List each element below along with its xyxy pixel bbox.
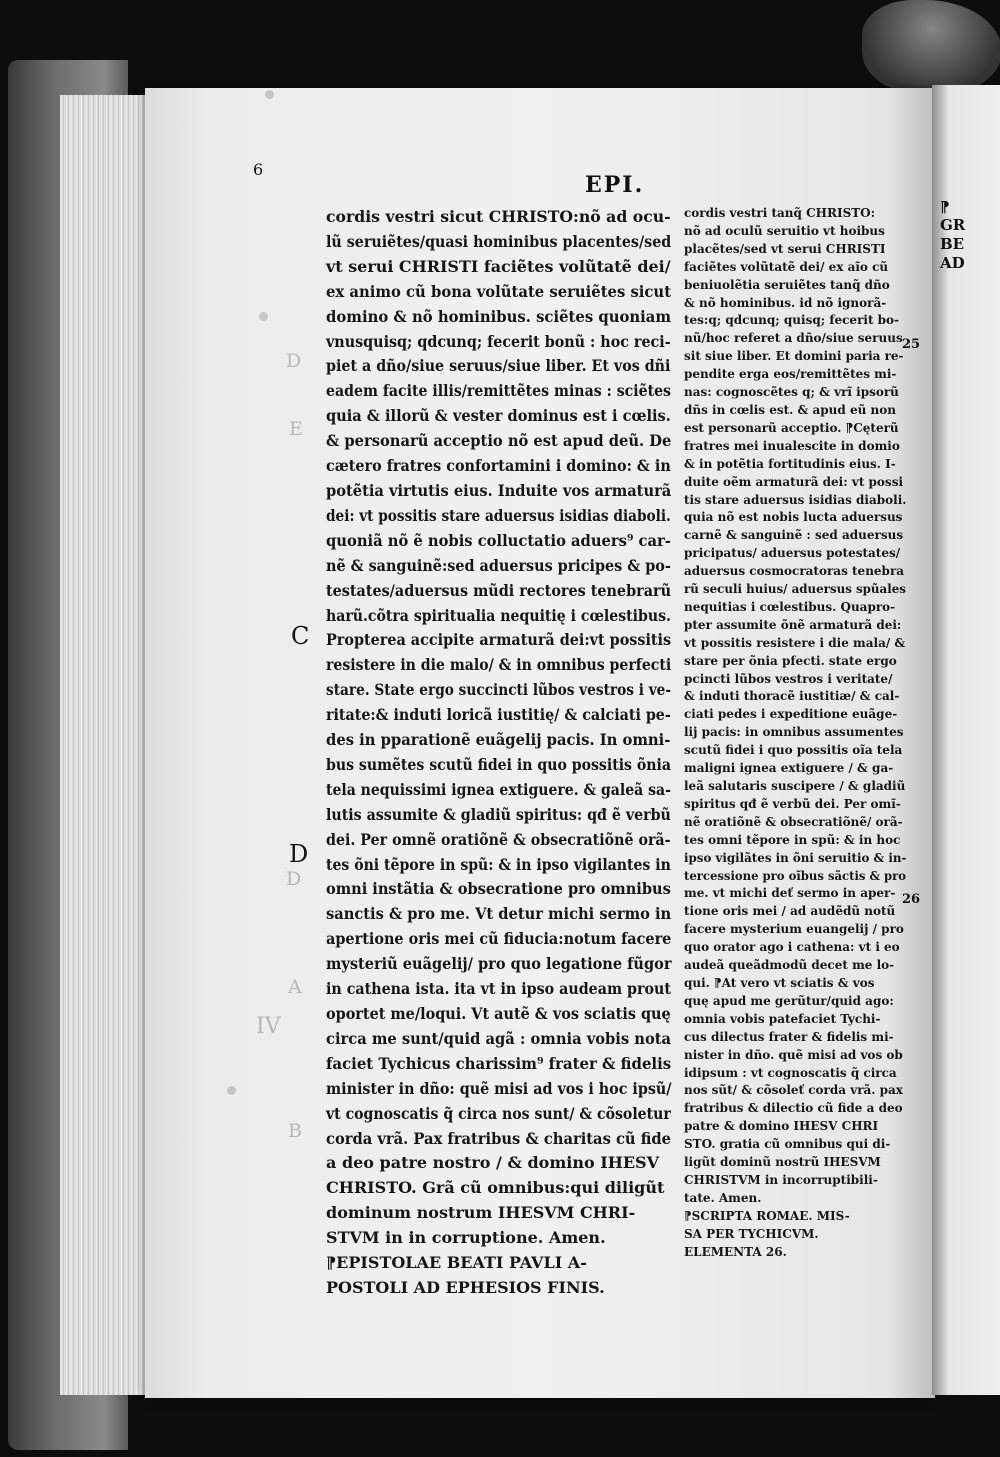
right-column-line: nequitias i cœlestibus. Quapro-: [684, 599, 896, 614]
right-column-line: lij pacis: in omnibus assumentes: [684, 725, 904, 740]
left-column-line: lũ seruiẽtes/quasi hominibus placentes/sed: [326, 231, 672, 251]
left-column-line: CHRISTO. Grã cũ omnibus:qui diligũt: [326, 1178, 665, 1198]
right-column-line: tate. Amen.: [684, 1190, 762, 1205]
right-column-line: maligni ignea extiguere / & ga-: [684, 761, 894, 776]
margin-section-letter: D: [289, 840, 309, 868]
left-column-line: vt cognoscatis q̃ circa nos sunt/ & cõsoletur: [326, 1103, 671, 1123]
right-column-line: faciẽtes volũtatẽ dei/ ex aĩo cũ: [684, 259, 889, 274]
margin-verse-number: 26: [902, 892, 921, 907]
right-column-line: facere mysterium euangelij / pro: [684, 922, 904, 937]
page-edges: [60, 95, 155, 1395]
left-column-line: lutis assumite & gladiũ spiritus: qđ ẽ verbũ: [326, 804, 671, 824]
left-column-line: oportet me/loqui. Vt autẽ & vos sciatis quę: [326, 1004, 671, 1023]
left-column-line: resistere in die malo/ & in omnibus perfecti: [326, 655, 672, 675]
right-column-line: carnẽ & sanguinẽ : sed aduersus: [684, 528, 904, 543]
right-column-line: nos sũt/ & cõsoleť corda vrã. pax: [684, 1083, 903, 1098]
show-through-letter: E: [289, 418, 303, 440]
left-column-line: potẽtia virtutis eius. Induite vos armaturã: [326, 480, 672, 500]
left-column-line: cætero fratres confortamini i domino: & in: [326, 456, 671, 476]
left-column-line: apertione oris mei cũ fiducia:notum facere: [326, 929, 672, 949]
left-column-line: bus sumẽtes scutũ fidei in quo possitis õnia: [326, 754, 671, 774]
right-column-line: stare per õnia pfecti. state ergo: [684, 653, 897, 668]
left-column-line: harũ.cõtra spiritualia nequitię i cœlestibus.: [326, 605, 671, 625]
left-column-line: dei. Per omnẽ oratiõnẽ & obsecratiõnẽ orã-: [326, 829, 671, 849]
right-column-line: me. vt michi deť sermo in aper-: [684, 886, 896, 901]
right-page-line: AD: [940, 254, 965, 272]
margin-section-letter: C: [291, 622, 310, 650]
right-column-line: & nõ hominibus. id nõ ignorã-: [684, 295, 887, 310]
paper-spot: [259, 312, 268, 321]
right-column-line: tercessione pro oĩbus sãctis & pro: [684, 868, 907, 883]
left-column-line: piet a dño/siue seruus/siue liber. Et vos dñi: [326, 356, 671, 376]
right-column-line: rũ seculi huius/ aduersus spũales: [684, 582, 906, 597]
right-column-line: cus dilectus frater & fidelis mi-: [684, 1029, 894, 1044]
right-column-line: SA PER TYCHICVM.: [684, 1226, 819, 1241]
left-column-line: Propterea accipite armaturã dei:vt possitis: [326, 630, 672, 650]
left-column-line: dei: vt possitis stare aduersus isidias diaboli.: [326, 505, 671, 525]
left-column-line: vt serui CHRISTI faciẽtes volũtatẽ dei/: [326, 256, 671, 276]
right-column-line: quia nõ est nobis lucta aduersus: [684, 510, 903, 525]
left-column-line: POSTOLI AD EPHESIOS FINIS.: [326, 1277, 605, 1297]
left-column-line: eadem facite illis/remittẽtes minas : sciẽtes: [326, 381, 672, 401]
left-column-line: faciet Tychicus charissim⁹ frater & fidelis: [326, 1053, 672, 1073]
left-column-line: testates/aduersus mũdi rectores tenebrarũ: [326, 580, 672, 600]
left-column-line: circa me sunt/quid agã : omnia vobis nota: [326, 1028, 672, 1048]
right-column-line: & induti thoracẽ iustitiæ/ & cal-: [684, 689, 900, 704]
right-column-line: quę apud me gerũtur/quid ago:: [684, 993, 894, 1008]
commentary-text-column: [684, 205, 906, 1261]
right-column-line: fratribus & dilectio cũ fide a deo: [684, 1101, 903, 1116]
right-column-line: CHRISTVM in incorruptibili-: [684, 1172, 878, 1187]
binding-cord: [862, 0, 1000, 95]
left-column-line: quia & illorũ & vester dominus est i cœlis.: [326, 406, 671, 426]
right-column-line: & in potẽtia fortitudinis eius. I-: [684, 456, 896, 471]
right-column-line: STO. gratia cũ omnibus qui di-: [684, 1137, 891, 1152]
right-page-line: ⁋: [940, 198, 950, 216]
right-column-line: tes omni tẽpore in spũ: & in hoc: [684, 832, 901, 847]
right-column-line: ciati pedes i expeditione euãge-: [684, 707, 898, 722]
left-column-line: corda vrã. Pax fratribus & charitas cũ fide: [326, 1128, 671, 1148]
left-column-line: dominum nostrum IHESVM CHRI-: [326, 1203, 636, 1223]
right-column-line: duite oẽm armaturã dei: vt possi: [684, 474, 904, 489]
right-column-line: placẽtes/sed vt serui CHRISTI: [684, 241, 886, 256]
right-column-line: ligũt dominũ nostrũ IHESVM: [684, 1155, 881, 1170]
show-through-letter: D: [286, 868, 302, 890]
left-column-line: ex animo cũ bona volũtate seruiẽtes sicut: [326, 281, 672, 301]
left-column-line: ritate:& induti loricã iustitię/ & calciati pe-: [326, 705, 671, 725]
left-column-line: in cathena ista. ita vt in ipso audeam prout: [326, 979, 671, 999]
right-column-line: pendite erga eos/remittẽtes mi-: [684, 367, 897, 382]
right-column-line: nister in dño. quẽ misi ad vos ob: [684, 1047, 903, 1062]
latin-text-column: [326, 205, 671, 1301]
right-column-line: fratres mei inualescite in domio: [684, 438, 900, 453]
left-column-line: a deo patre nostro / & domino IHESV: [326, 1153, 659, 1173]
left-column-line: cordis vestri sicut CHRISTO:nõ ad ocu-: [326, 207, 671, 226]
left-column-line: tes õni tẽpore in spũ: & in ipso vigilantes in: [326, 854, 671, 874]
right-column-line: scutũ fidei i quo possitis oĩa tela: [684, 743, 903, 758]
left-column-line: nẽ & sanguinẽ:sed aduersus pricipes & po-: [326, 555, 671, 575]
right-page-line: GR: [940, 216, 966, 234]
left-column-line: quoniã nõ ẽ nobis colluctatio aduers⁹ car-: [326, 530, 671, 550]
right-column-line: tione oris mei / ad audẽdũ notũ: [684, 904, 896, 919]
left-column-line: STVM in in corruptione. Amen.: [326, 1228, 606, 1248]
right-column-line: qui. ⁋At vero vt sciatis & vos: [684, 975, 875, 990]
right-column-line: omnia vobis patefaciet Tychi-: [684, 1011, 881, 1026]
right-column-line: pter assumite õnẽ armaturã dei:: [684, 617, 902, 632]
left-column-line: vnusquisq; qdcunq; fecerit bonũ : hoc reci-: [326, 331, 671, 351]
left-column-line: & personarũ acceptio nõ est apud deũ. De: [326, 431, 672, 451]
right-column-line: tis stare aduersus isidias diaboli.: [684, 492, 907, 507]
show-through-letter: D: [286, 350, 302, 372]
right-column-line: nũ/hoc referet a dño/siue seruus: [684, 331, 903, 346]
show-through-letter: A: [288, 976, 302, 998]
right-column-line: sit siue liber. Et domini paria re-: [684, 349, 904, 364]
left-column-line: ⁋EPISTOLAE BEATI PAVLI A-: [326, 1253, 587, 1273]
right-column-line: quo orator ago i cathena: vt i eo: [684, 940, 900, 955]
paper-spot: [265, 90, 274, 99]
left-column-line: des in pparationẽ euãgelij pacis. In omni-: [326, 730, 671, 750]
right-column-line: leã salutaris suscipere / & gladiũ: [684, 779, 906, 793]
folio-number: 6: [253, 160, 264, 179]
left-column-line: stare. State ergo succincti lũbos vestros i ve-: [326, 680, 672, 700]
right-column-line: idipsum : vt cognoscatis q̃ circa: [684, 1065, 897, 1080]
left-column-line: mysteriũ euãgelij/ pro quo legatione fũgor: [326, 954, 672, 974]
right-column-line: ipso vigilãtes in õni seruitio & in-: [684, 850, 907, 865]
right-page: [932, 85, 1000, 1395]
right-column-line: pricipatus/ aduersus potestates/: [684, 546, 901, 561]
show-through-letter: B: [288, 1120, 302, 1142]
margin-verse-number: 25: [902, 337, 921, 352]
running-head: EPI.: [585, 172, 645, 198]
right-column-line: cordis vestri tanq̃ CHRISTO:: [684, 206, 876, 220]
right-column-line: nẽ oratiõnẽ & obsecratiõnẽ/ orã-: [684, 814, 903, 829]
right-column-line: aduersus cosmocratoras tenebra: [684, 564, 905, 579]
right-page-line: BE: [940, 235, 965, 253]
paper-spot: [227, 1086, 236, 1095]
right-column-line: vt possitis resistere i die mala/ &: [684, 635, 906, 650]
right-column-line: pcincti lũbos vestros i veritate/: [684, 671, 893, 686]
right-column-line: spiritus qđ ẽ verbũ dei. Per omĩ-: [684, 796, 901, 811]
right-column-line: tes:q; qdcunq; quisq; fecerit bo-: [684, 313, 900, 328]
right-column-line: est personarũ acceptio. ⁋Cęterũ: [684, 420, 899, 435]
show-through-letter: IV: [256, 1014, 281, 1039]
right-column-line: nas: cognoscẽtes q; & vrĩ ipsorũ: [684, 385, 899, 400]
left-column-line: tela nequissimi ignea extiguere. & galeã sa-: [326, 779, 671, 799]
left-column-line: omni instãtia & obsecratione pro omnibus: [326, 879, 671, 899]
right-column-line: dñs in cœlis est. & apud eũ non: [684, 402, 896, 417]
left-column-line: minister in dño: quẽ misi ad vos i hoc ipsũ/: [326, 1078, 672, 1098]
right-column-line: ⁋SCRIPTA ROMAE. MIS-: [684, 1208, 850, 1223]
right-column-line: beniuolẽtia seruiẽtes tanq̃ dño: [684, 277, 890, 292]
left-column-line: sanctis & pro me. Vt detur michi sermo in: [326, 904, 672, 924]
left-column-line: domino & nõ hominibus. sciẽtes quoniam: [326, 306, 672, 326]
right-column-line: nõ ad oculũ seruitio vt hoibus: [684, 223, 885, 238]
right-column-line: ELEMENTA 26.: [684, 1244, 787, 1259]
right-column-line: patre & domino IHESV CHRI: [684, 1119, 879, 1134]
right-column-line: audeã queãdmodũ decet me lo-: [684, 958, 895, 973]
